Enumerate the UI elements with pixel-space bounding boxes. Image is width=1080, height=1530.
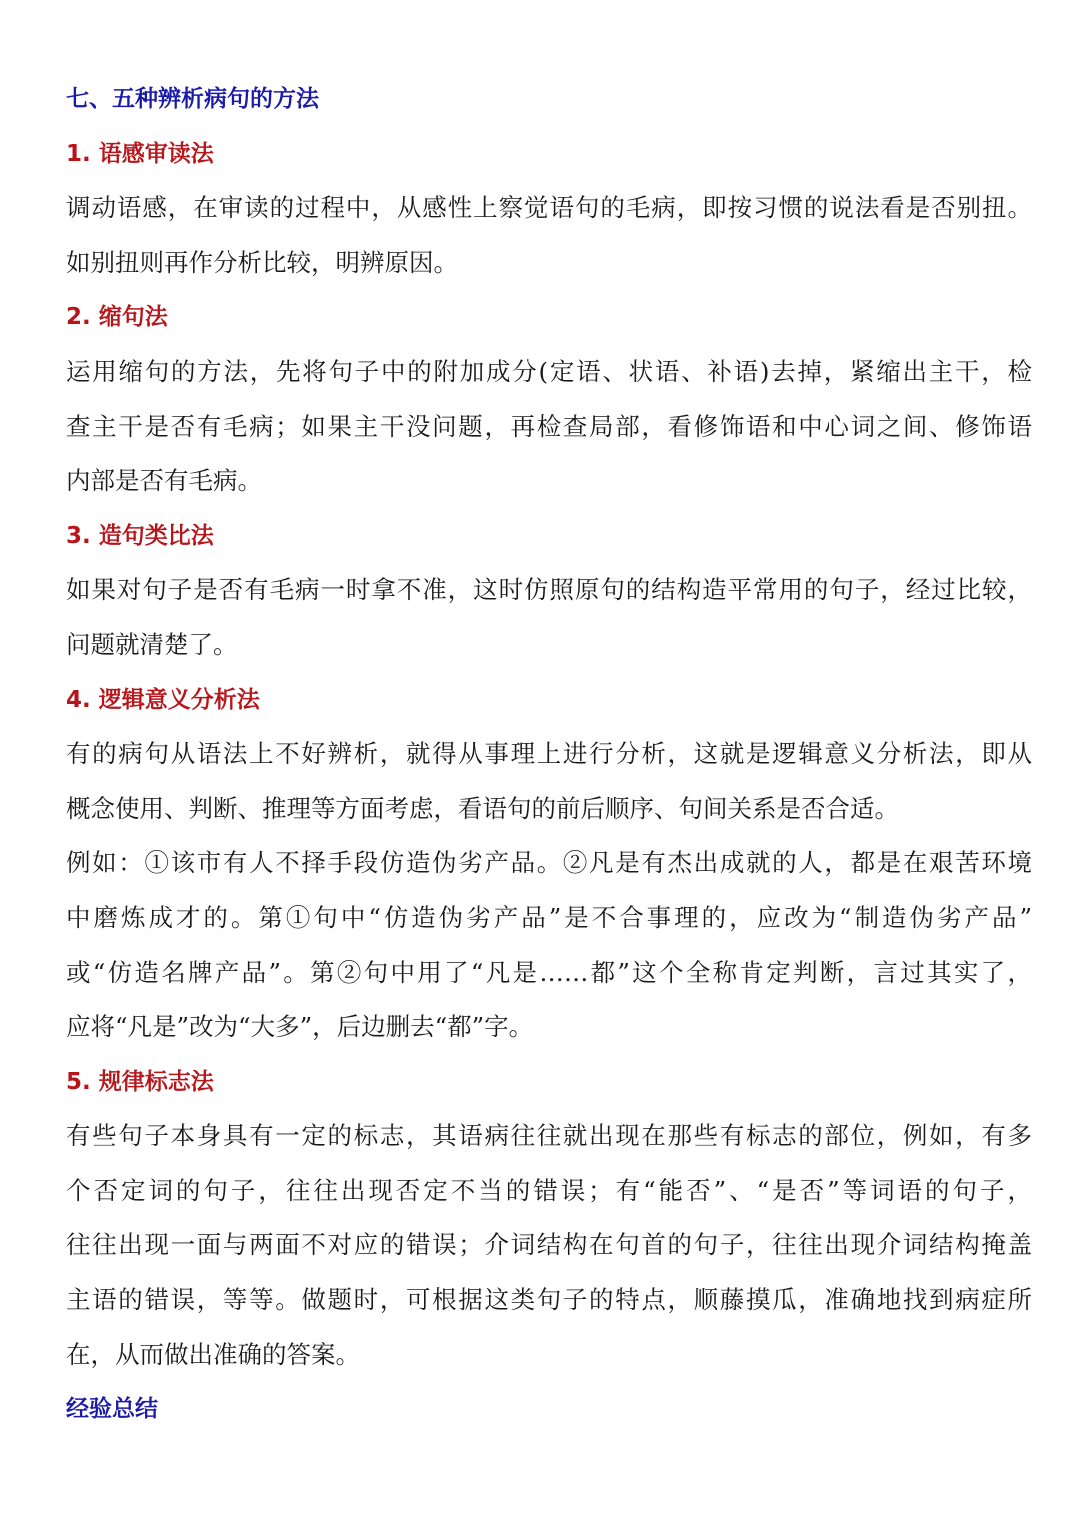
- method-5-line-5: 在，从而做出准确的答案。: [66, 1339, 360, 1369]
- method-4-line-4: 中磨炼成才的。第①句中“仿造伪劣产品”是不合事理的，应改为“制造伪劣产品”: [66, 902, 1032, 932]
- method-3-line-1: 如果对句子是否有毛病一时拿不准，这时仿照原句的结构造平常用的句子，经过比较，: [66, 575, 1032, 605]
- method-5-line-4: 主语的错误，等等。做题时，可根据这类句子的特点，顺藤摸瓜，准确地找到病症所: [66, 1285, 1032, 1315]
- method-3-heading: 3. 造句类比法: [66, 522, 214, 549]
- method-5-line-2: 个否定词的句子，往往出现否定不当的错误；有“能否”、“是否”等词语的句子，: [66, 1175, 1032, 1205]
- method-4-line-3: 例如：①该市有人不择手段仿造伪劣产品。②凡是有杰出成就的人，都是在艰苦环境: [66, 848, 1032, 878]
- method-1-heading: 1. 语感审读法: [66, 140, 214, 167]
- method-4-line-6: 应将“凡是”改为“大多”，后边删去“都”字。: [66, 1012, 534, 1042]
- method-3-line-2: 问题就清楚了。: [66, 629, 238, 659]
- method-1-line-1: 调动语感，在审读的过程中，从感性上察觉语句的毛病，即按习惯的说法看是否别扭。: [66, 193, 1032, 223]
- summary-heading: 经验总结: [66, 1396, 158, 1423]
- method-4-line-2: 概念使用、判断、推理等方面考虑，看语句的前后顺序、句间关系是否合适。: [66, 793, 899, 823]
- method-4-line-5: 或“仿造名牌产品”。第②句中用了“凡是……都”这个全称肯定判断，言过其实了，: [66, 957, 1032, 987]
- document-title: 七、五种辨析病句的方法: [66, 86, 319, 112]
- method-2-line-3: 内部是否有毛病。: [66, 466, 262, 496]
- method-5-heading: 5. 规律标志法: [66, 1068, 214, 1095]
- method-4-heading: 4. 逻辑意义分析法: [66, 686, 260, 713]
- method-4-line-1: 有的病句从语法上不好辨析，就得从事理上进行分析，这就是逻辑意义分析法，即从: [66, 739, 1032, 769]
- method-5-line-1: 有些句子本身具有一定的标志，其语病往往就出现在那些有标志的部位，例如，有多: [66, 1121, 1032, 1151]
- method-2-line-2: 查主干是否有毛病；如果主干没问题，再检查局部，看修饰语和中心词之间、修饰语: [66, 411, 1032, 441]
- method-2-line-1: 运用缩句的方法，先将句子中的附加成分(定语、状语、补语)去掉，紧缩出主干，检: [66, 356, 1032, 386]
- method-2-heading: 2. 缩句法: [66, 304, 168, 331]
- method-1-line-2: 如别扭则再作分析比较，明辨原因。: [66, 247, 458, 277]
- document-page: [66, 72, 1032, 1437]
- method-5-line-3: 往往出现一面与两面不对应的错误；介词结构在句首的句子，往往出现介词结构掩盖: [66, 1230, 1032, 1260]
